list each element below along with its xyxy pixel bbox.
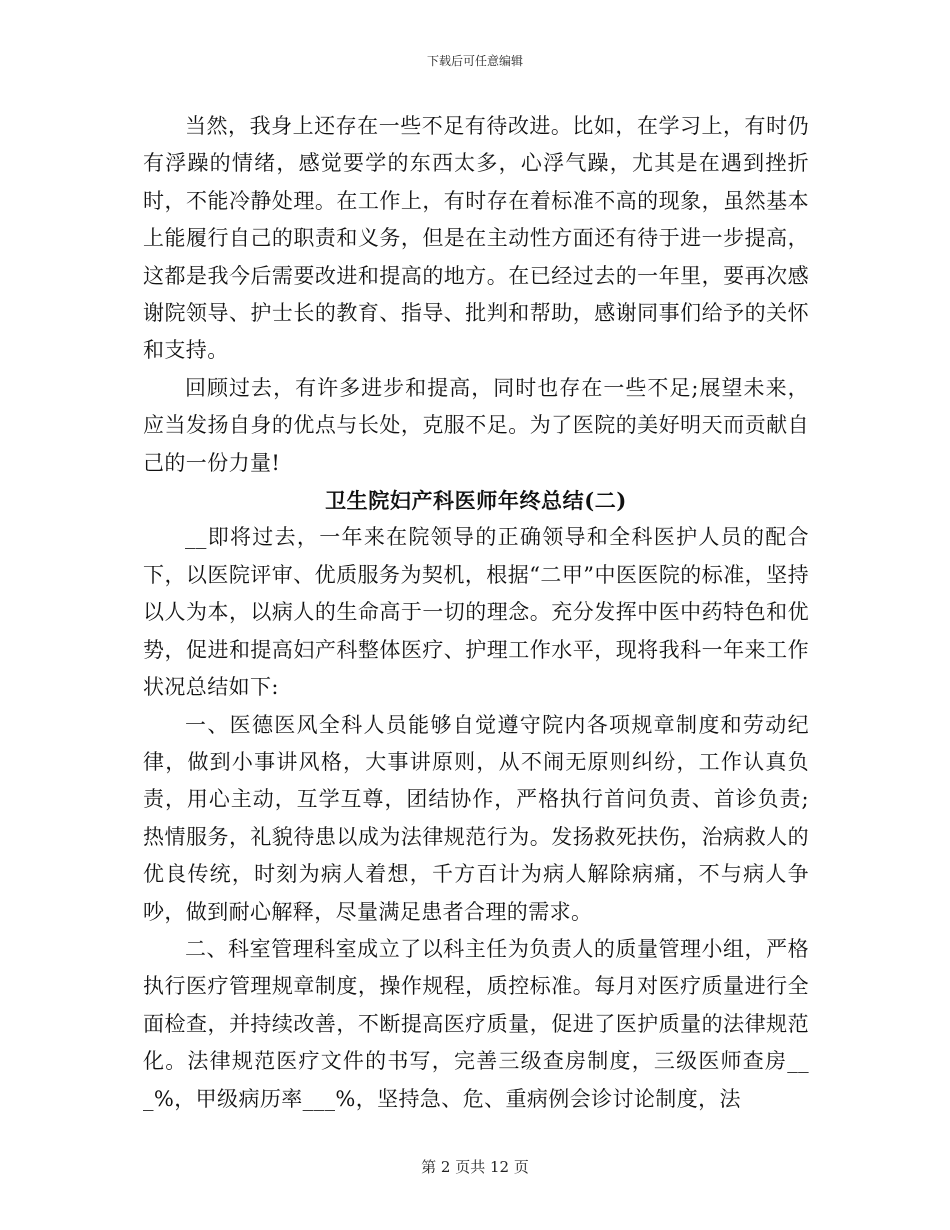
paragraph-ethics: 一、医德医风全科人员能够自觉遵守院内各项规章制度和劳动纪律，做到小事讲风格，大事讲原则，从不闹无原则纠纷，工作认真负责，用心主动，互学互尊，团结协作，严格执行首问负责、首诊负责;热情服务，礼貌待患以成为法律规范行为。发扬救死扶伤，治病救人的优良传统，时刻为病人着想，千方百计为病人解除病痛，不与病人争吵，做到耐心解释，尽量满足患者合理的需求。: [143, 712, 809, 924]
paragraph-shortcomings: 当然，我身上还存在一些不足有待改进。比如，在学习上，有时仍有浮躁的情绪，感觉要学的东西太多，心浮气躁，尤其是在遇到挫折时，不能冷静处理。在工作上，有时存在着标准不高的现象，虽然基本上能履行自己的职责和义务，但是在主动性方面还有待于进一步提高，这都是我今后需要改进和提高的地方。在已经过去的一年里，要再次感谢院领导、护士长的教育、指导、批判和帮助，感谢同事们给予的关怀和支持。: [143, 114, 809, 363]
paragraph-intro: __即将过去，一年来在院领导的正确领导和全科医护人员的配合下，以医院评审、优质服务为契机，根据“二甲”中医医院的标准，坚持以人为本，以病人的生命高于一切的理念。充分发挥中医中药特色和优势，促进和提高妇产科整体医疗、护理工作水平，现将我科一年来工作状况总结如下:: [143, 525, 809, 700]
section-title: 卫生院妇产科医师年终总结(二): [325, 488, 627, 514]
paragraph-review: 回顾过去，有许多进步和提高，同时也存在一些不足;展望未来，应当发扬自身的优点与长处，克服不足。为了医院的美好明天而贡献自己的一份力量!: [143, 375, 809, 475]
paragraph-management: 二、科室管理科室成立了以科主任为负责人的质量管理小组，严格执行医疗管理规章制度，操作规程，质控标准。每月对医疗质量进行全面检查，并持续改善，不断提高医疗质量，促进了医护质量的法律规范化。法律规范医疗文件的书写，完善三级查房制度，三级医师查房___%，甲级病历率___%，坚持急、危、重病例会诊讨论制度，法: [143, 936, 809, 1111]
page-number: 第 2 页共 12 页: [421, 1158, 529, 1176]
document-body: [143, 108, 809, 1118]
page-header: 下载后可任意编辑: [426, 54, 523, 68]
